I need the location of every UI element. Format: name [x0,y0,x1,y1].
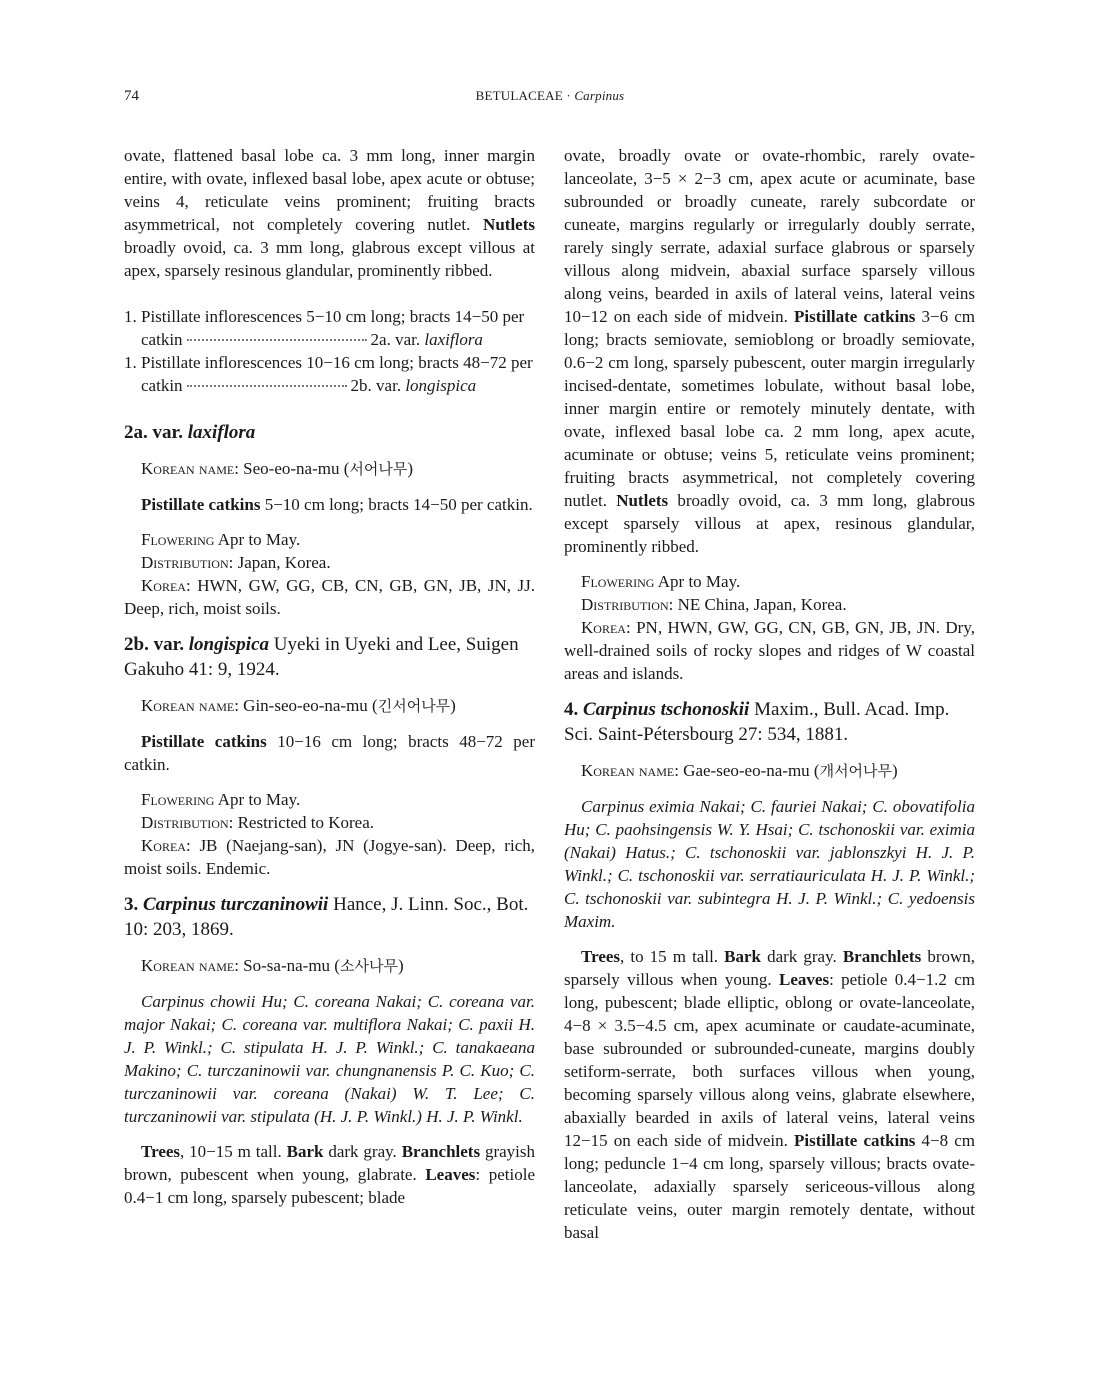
flowering-2a [124,528,535,551]
taxon-number: 2a. var. [124,422,183,443]
bold-term: Trees [141,1142,181,1161]
bold-term: Bark [724,947,761,966]
family-name: BETULACEAE [475,88,563,103]
bold-term: Pistillate catkins [794,307,916,326]
text: : HWN, GW, GG, CB, CN, GB, GN, JB, JN, JJ. Deep, rich, moist soils. [124,576,535,618]
separator: · [562,88,575,103]
bold-term: Pistillate catkins [794,1131,916,1150]
synonym-list: Carpinus chowii Hu; C. coreana Nakai; C. coreana var. major Nakai; C. coreana var. multiflora Nakai; C. paxii H. J. P. Winkl.; C. stipulata H. J. P. Winkl.; C. tanakaeana Makino; C. turczaninowii var. chungnanensis P. C. Kuo; C. turczaninowii var. coreana (Nakai) W. T. Lee; C. turczaninowii var. stipulata (H. J. P. Winkl.) H. J. P. Winkl. [124,992,535,1126]
text: ) [892,761,898,780]
korea-3 [564,616,975,685]
text: : petiole 0.4−1.2 cm long, pubescent; blade elliptic, oblong or ovate-lanceolate, 4−8 × 3.5−4.5 cm, apex acuminate or caudate-acuminate, base subrounded or subrounded-cuneate, margins doubly setiform-serrate, both surfaces villous when young, becoming sparsely villous along veins, glabrate elsewhere, abaxially bearded in axils of lateral veins, lateral veins 12−15 on each side of midvein. [564,970,976,1150]
text: Apr to May. [214,790,301,809]
distribution-3 [564,593,975,616]
bold-term: Nutlets [616,491,669,510]
distribution-2a [124,551,535,574]
taxon-name: Carpinus tschonoskii [583,699,750,720]
authority: Uyeki in Uyeki and Lee, Suigen Gakuho 41: 9, 1924. [124,634,519,680]
korean-name-2a [124,457,535,481]
text: ) [450,696,456,715]
taxon-name: Carpinus turczaninowii [143,894,329,915]
key-text: 1. Pistillate inflorescences 5−10 cm long; bracts 14−50 per catkin [124,307,525,349]
text: broadly ovoid, ca. 3 mm long, glabrous except sparsely villous at apex, resinous glandular, prominently ribbed. [564,491,975,556]
text: ovate, broadly ovate or ovate-rhombic, rarely ovate-lanceolate, 3−5 × 2−3 cm, apex acute or acuminate, base subrounded or broadly cuneate, rarely subcordate or cuneate, margins regularly or irregularly doubly serrate, rarely singly serrate, adaxial surface glabrous or sparsely villous along midvein, abaxial surface sparsely villous along veins, bearded in axils of lateral veins, lateral veins 10−12 on each side of midvein. [564,146,975,326]
text: broadly ovoid, ca. 3 mm long, glabrous except villous at apex, sparsely resinous glandular, prominently ribbed. [124,238,535,280]
synonym-list: Carpinus eximia Nakai; C. fauriei Nakai; C. obovatifolia Hu; C. paohsingensis W. Y. Hsai; C. tschonoskii var. eximia (Nakai) Hatus.; C. tschonoskii var. jablonszkyi H. J. P. Winkl.; C. tschonoskii var. serratiauriculata H. J. P. Winkl.; C. tschonoskii var. subintegra H. J. P. Winkl.; C. yedoensis Maxim. [564,797,975,931]
taxon-heading-2a [124,420,535,445]
bold-term: Nutlets [483,215,535,234]
korean-name-4 [564,759,975,783]
text: 10−16 cm long; bracts 48−72 per catkin. [124,732,536,774]
running-title [124,88,976,104]
text: : Japan, Korea. [228,553,331,572]
hangul: 소사나무 [339,957,398,975]
bold-term: Pistillate catkins [141,495,261,514]
hangul: 개서어나무 [819,762,893,780]
description-2a [124,493,535,516]
leader-dots [187,385,347,387]
text: , 10−15 m tall. [180,1142,282,1161]
description-3-continued [564,144,975,558]
text: : Gin-seo-eo-na-mu ( [234,696,378,715]
leader-dots [187,339,367,341]
text: : Seo-eo-na-mu ( [234,459,350,478]
genus-name: Carpinus [574,88,625,103]
taxon-name: longispica [188,634,269,655]
text: 4−8 cm long; peduncle 1−4 cm long, sparsely villous; bracts ovate-lanceolate, adaxially sparsely sericeous-villous along reticulate veins, outer margin remotely dentate, without basal [564,1131,976,1242]
distribution-2b [124,811,535,834]
text: ) [407,459,414,478]
taxon-number: 2b. var. [124,634,185,655]
taxon-name: laxiflora [187,422,256,443]
key-target-name: longispica [405,376,477,395]
text: Apr to May. [654,572,741,591]
bold-term: Leaves [779,970,830,989]
text: : JB (Naejang-san), JN (Jogye-san). Deep, rich, moist soils. Endemic. [124,836,535,878]
description-3 [124,1140,535,1209]
korea-2a [124,574,535,620]
right-column [564,144,975,1244]
taxon-number: 4. [564,699,579,720]
taxon-heading-3 [124,892,535,942]
taxon-heading-2b [124,632,535,682]
description-continued [124,144,535,282]
text: grayish brown, pubescent when young, glabrate. [124,1142,536,1184]
bold-term: Trees [581,947,621,966]
bold-term: Leaves [425,1165,476,1184]
text: : Restricted to Korea. [228,813,375,832]
label: Korea [141,576,186,595]
key-line-1 [124,305,535,351]
label: Korean name [581,761,675,780]
text: dark gray. [767,947,837,966]
text: 3−6 cm long; bracts semiovate, semioblong or broadly semiovate, 0.6−2 cm long, sparsely pubescent, outer margin irregularly incised-dentate, sometimes lobulate, without basal lobe, inner margin entire or remotely minutely dentate, with ovate, inflexed basal lobe ca. 2 mm long, apex acute, acuminate or obtuse; veins 5, reticulate veins prominent; fruiting bracts asymmetrical, not completely covering nutlet. [564,307,976,510]
text: : So-sa-na-mu ( [234,956,340,975]
text: ovate, flattened basal lobe ca. 3 mm long, inner margin entire, with ovate, inflexed basal lobe, apex acute or obtuse; veins 4, reticulate veins prominent; fruiting bracts asymmetrical, not completely covering nutlet. [124,146,535,234]
text: : petiole 0.4−1 cm long, sparsely pubescent; blade [124,1165,535,1207]
page-number: 74 [124,88,139,104]
text: : PN, HWN, GW, GG, CN, GB, GN, JB, JN. Dry, well-drained soils of rocky slopes and ridges of W coastal areas and islands. [564,618,975,683]
bold-term: Branchlets [401,1142,481,1161]
label: Korean name [141,696,235,715]
label: Flowering [141,530,215,549]
key-target: 2b. var. [350,376,402,395]
description-4 [564,945,975,1244]
key-text: 1. Pistillate inflorescences 10−16 cm long; bracts 48−72 per catkin [124,353,533,395]
synonyms-3 [124,990,535,1128]
description-2b [124,730,535,776]
label: Korea [581,618,626,637]
text: : Gae-seo-eo-na-mu ( [674,761,820,780]
text: Apr to May. [214,530,301,549]
running-header [124,88,976,110]
key-target-name: laxiflora [424,330,483,349]
korea-2b [124,834,535,880]
label: Flowering [141,790,215,809]
authority: Maxim., Bull. Acad. Imp. Sci. Saint-Pétersbourg 27: 534, 1881. [564,699,950,745]
taxon-heading-4 [564,697,975,747]
text: , to 15 m tall. [620,947,719,966]
bold-term: Pistillate catkins [141,732,267,751]
flowering-2b [124,788,535,811]
label: Distribution [141,813,229,832]
label: Korean name [141,956,235,975]
text: : NE China, Japan, Korea. [668,595,847,614]
bold-term: Branchlets [842,947,922,966]
key-line-2 [124,351,535,397]
label: Korea [141,836,186,855]
hangul: 긴서어나무 [377,697,451,715]
authority: Hance, J. Linn. Soc., Bot. 10: 203, 1869. [124,894,529,940]
flowering-3 [564,570,975,593]
text: brown, sparsely villous when young. [564,947,976,989]
bold-term: Bark [286,1142,324,1161]
label: Korean name [141,459,235,478]
text: 5−10 cm long; bracts 14−50 per catkin. [264,495,533,514]
key-target: 2a. var. [370,330,421,349]
text: ) [397,956,404,975]
text: dark gray. [328,1142,397,1161]
korean-name-3 [124,954,535,978]
hangul: 서어나무 [349,460,408,478]
korean-name-2b [124,694,535,718]
taxon-number: 3. [124,894,139,915]
left-column [124,144,535,1209]
label: Distribution [581,595,669,614]
label: Distribution [141,553,229,572]
label: Flowering [581,572,655,591]
synonyms-4 [564,795,975,933]
